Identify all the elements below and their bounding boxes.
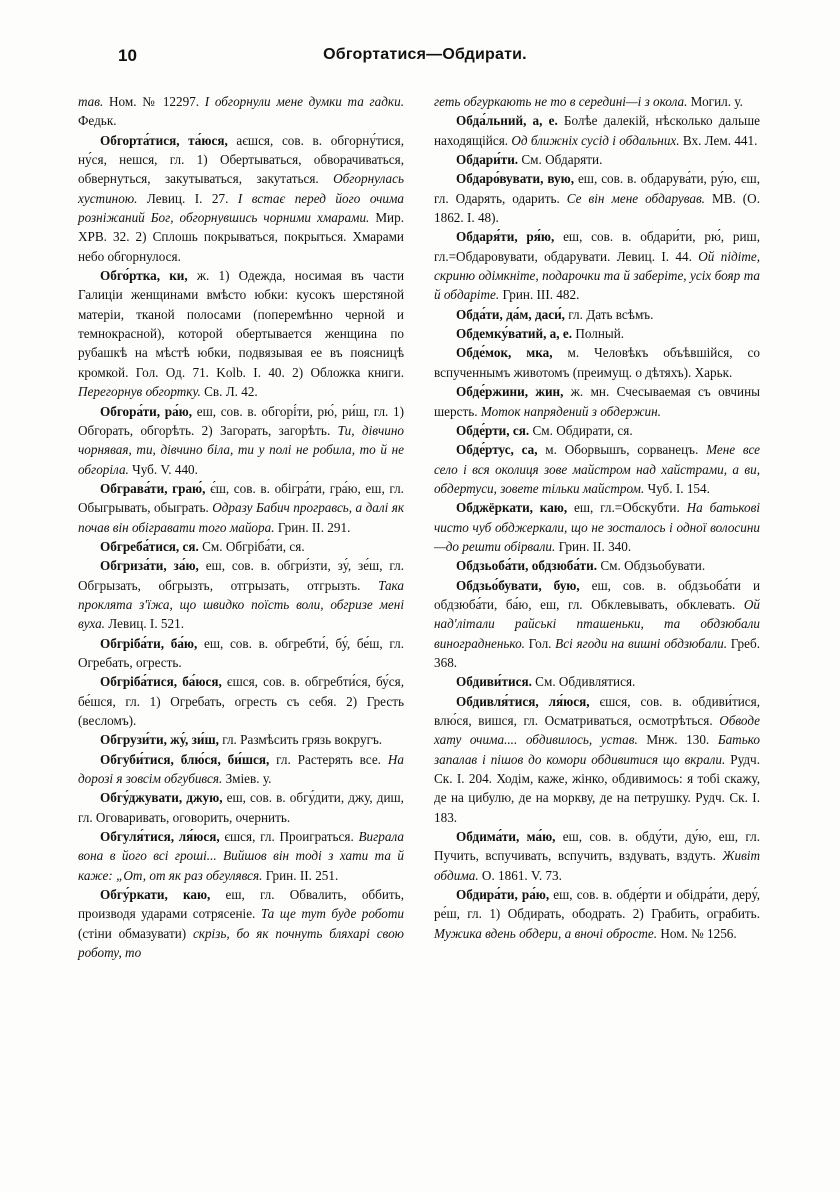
example-quote: Батько запалав і пішов до комори обдивитися що вкрали. bbox=[434, 732, 760, 767]
headword: Обгора́ти, ра́ю, bbox=[100, 403, 193, 419]
headword: Обде́ртус, са, bbox=[456, 442, 538, 458]
definition-text: См. Обгріба́ти, ся. bbox=[198, 538, 305, 554]
page-number: 10 bbox=[118, 46, 137, 65]
headword: Обджёркати, каю, bbox=[456, 500, 568, 516]
headword: Обгуля́тися, ля́юся, bbox=[100, 829, 220, 845]
dictionary-entry bbox=[434, 421, 760, 440]
entry-continuation bbox=[78, 92, 404, 131]
source-citation: Левиц. І. 27. bbox=[137, 190, 238, 206]
definition-text: гл. Растерять все. bbox=[269, 751, 388, 767]
dictionary-entry bbox=[434, 324, 760, 343]
headword: Обдивля́тися, ля́юся, bbox=[456, 693, 590, 709]
dictionary-entry bbox=[434, 672, 760, 691]
example-quote: Обгорнулась хустиною. bbox=[78, 171, 404, 206]
dictionary-entry bbox=[78, 885, 404, 962]
definition-text: м. Человѣкъ объѣвшійся, со вспученнымъ животомъ (преимущ. о дѣтяхъ). Харьк. bbox=[434, 345, 760, 380]
example-quote: Обводе хату очима.... обдивилось, устав. bbox=[434, 713, 760, 748]
headword: Обдиви́тися. bbox=[456, 674, 532, 690]
headword: Обде́ржини, жин, bbox=[456, 384, 564, 400]
headword: Обдима́ти, ма́ю, bbox=[456, 829, 556, 845]
definition-text: єшся, гл. Проиграться. bbox=[219, 829, 359, 845]
headword: Обграва́ти, граю́, bbox=[100, 480, 206, 496]
dictionary-entry bbox=[434, 576, 760, 673]
source-citation: Грин. II. 291. bbox=[274, 519, 351, 535]
left-column bbox=[78, 92, 404, 962]
example-quote: Се він мене обдарував. bbox=[566, 190, 705, 206]
source-citation: Ном. № 1256. bbox=[657, 925, 737, 941]
example-quote: Од ближніх сусід і обдальних. bbox=[511, 132, 680, 148]
source-citation: (стіни обмазувати) bbox=[78, 925, 193, 941]
definition-text: еш, гл.=Обскубти. bbox=[567, 500, 687, 516]
dictionary-entry bbox=[78, 266, 404, 401]
dictionary-entry bbox=[78, 730, 404, 749]
example-quote: Та ще тут буде роботи bbox=[260, 906, 404, 922]
dictionary-entry bbox=[78, 750, 404, 789]
headword: Обдзьо́бувати, бую, bbox=[456, 577, 580, 593]
example-quote: І встає перед його очима розніжаний Бог, обгорнувшись чорними хмарами. bbox=[78, 190, 404, 226]
example-quote: тав. bbox=[78, 94, 104, 109]
dictionary-entry bbox=[434, 305, 760, 324]
definition-text: еш, сов. в. обдари́ти, рю́, риш, гл.=Обдаровувати, обдарувати. Левиц. І. 44. bbox=[434, 229, 760, 264]
definition-text: гл. Размѣсить грязь вокругъ. bbox=[218, 732, 383, 748]
headword: Обгорта́тися, та́юся, bbox=[100, 132, 228, 148]
source-citation: Вх. Лем. 441. bbox=[679, 132, 758, 148]
definition-text: Полный. bbox=[572, 326, 625, 342]
dictionary-entry bbox=[78, 827, 404, 885]
headword: Обде́мок, мка, bbox=[456, 345, 553, 361]
definition-text: ж. 1) Одежда, носимая въ части Галиціи женщинами вмѣсто юбки: кусокъ шерстяной матеріи, тканой полосами (поперемѣнно черной и темнокрасной), которой обертывается женщина по рубашкѣ на мѣстѣ юбки, подвязывая ее въ поясницѣ кромкой. Гол. Од. 71. Kolb. І. 40. 2) Обложка книги. bbox=[78, 268, 405, 380]
dictionary-entry bbox=[78, 672, 404, 730]
source-citation: О. 1861. V. 73. bbox=[478, 867, 562, 883]
headword: Обго́ртка, ки, bbox=[100, 268, 188, 284]
definition-text: См. Обдивлятися. bbox=[531, 674, 636, 690]
headword: Обде́рти, ся. bbox=[456, 422, 530, 438]
definition-text: м. Оборвышъ, сорванецъ. bbox=[537, 442, 707, 458]
dictionary-entry bbox=[78, 402, 404, 479]
example-quote: Така проклята з'їжа, що швидко поїсть воли, обгризе мені вуха. bbox=[78, 577, 404, 632]
example-quote: Моток напрядений з обдержин. bbox=[480, 403, 661, 419]
definition-text: еш, сов. в. обгу́дити, джу, диш, гл. Оговаривать, оговорить, очернить. bbox=[78, 790, 404, 825]
definition-text: гл. Дать всѣмъ. bbox=[564, 306, 654, 322]
headword: Обдаря́ти, ря́ю, bbox=[456, 229, 555, 245]
definition-text: См. Обдирати, ся. bbox=[529, 422, 633, 438]
example-quote: Живіт обдима. bbox=[434, 848, 760, 883]
source-citation: Грин. II. 251. bbox=[262, 867, 339, 883]
source-citation: Рудч. Ск. І. 204. Ходім, каже, жінко, обдивимось: я тобі скажу, де на цибулю, де на моркву, де на петрушку. Рудч. Ск. І. 183. bbox=[434, 751, 760, 825]
example-quote: На дорозі я зовсім обгубився. bbox=[78, 751, 404, 787]
definition-text: еш, сов. в. обду́ти, ду́ю, еш, гл. Пучить, вспучивать, вспучить, вздувать, вздуть. bbox=[434, 829, 760, 864]
definition-text: еш, гл. Обвалить, оббить, производя ударами сотрясеніе. bbox=[78, 887, 404, 922]
dictionary-entry bbox=[78, 131, 404, 266]
source-citation: Мнж. 130. bbox=[637, 732, 718, 748]
definition-text: Болѣе далекій, нѣсколько дальше находящійся. bbox=[434, 113, 760, 148]
example-quote: Всі ягоди на вишні обдзюбали. bbox=[555, 635, 728, 651]
headword: Обдзьоба́ти, обдзюба́ти. bbox=[456, 558, 598, 574]
example-quote: Мужика вдень обдери, а вночі обросте. bbox=[434, 925, 658, 941]
headword: Обдаро́вувати, вую, bbox=[456, 171, 574, 187]
source-citation: Св. Л. 42. bbox=[200, 384, 258, 400]
dictionary-entry bbox=[434, 440, 760, 498]
source-citation: Зміев. у. bbox=[222, 771, 272, 787]
example-quote: Мене все село і вся околиця зове майстром над хайстрами, а ви, обдертуси, зовете тільки майстром. bbox=[434, 442, 760, 496]
headword: Обгріба́ти, ба́ю, bbox=[100, 635, 198, 651]
dictionary-entry bbox=[78, 788, 404, 827]
definition-text: єшся, сов. в. обдиви́тися, влю́ся, вишся, гл. Осматриваться, осмотрѣться. bbox=[434, 693, 761, 728]
source-citation: МВ. (О. 1862. І. 48). bbox=[434, 190, 761, 226]
source-citation: Грин. III. 482. bbox=[499, 287, 580, 303]
definition-text: еш, сов. в. обгребти́, бу́, бе́ш, гл. Огребать, огресть. bbox=[78, 635, 404, 670]
example-quote: скрізь, бо як почнуть бляхарі свою роботу, то bbox=[78, 925, 404, 961]
dictionary-entry bbox=[434, 169, 760, 227]
headword: Обгриза́ти, за́ю, bbox=[100, 558, 199, 574]
example-quote: геть обгуркають не то в середині—і з окола. bbox=[434, 94, 688, 109]
dictionary-entry bbox=[434, 343, 760, 382]
example-quote: І обгорнули мене думки та гадки. bbox=[204, 94, 404, 109]
source-citation: Ном. № 12297. bbox=[103, 94, 205, 109]
headword: Обдира́ти, ра́ю, bbox=[456, 887, 550, 903]
definition-text: є́ш, сов. в. обігра́ти, гра́ю, еш, гл. Обыгрывать, обыграть. bbox=[78, 480, 404, 516]
example-quote: На батькові чисто чуб обджеркали, що не зосталось і одної волосини—до решти обірвали. bbox=[434, 500, 760, 554]
entry-continuation bbox=[434, 92, 760, 111]
dictionary-entry bbox=[78, 556, 404, 633]
source-citation: Мир. ХРВ. 32. 2) Сплошь покрываться, покрыться. Хмарами небо обгорнулося. bbox=[78, 210, 404, 264]
definition-text: єшся, сов. в. обгребти́ся, бу́ся, бе́шся, гл. 1) Огребать, огресть съ себя. 2) Гресть (весломъ). bbox=[78, 674, 404, 728]
dictionary-entry bbox=[434, 827, 760, 885]
source-citation: Чуб. V. 440. bbox=[128, 461, 198, 477]
source-citation: Федьк. bbox=[78, 113, 117, 129]
dictionary-entry bbox=[434, 556, 760, 575]
source-citation: Грин. II. 340. bbox=[555, 538, 632, 554]
dictionary-entry bbox=[434, 498, 760, 556]
headword: Обгу́джувати, джую, bbox=[100, 790, 223, 806]
dictionary-entry bbox=[434, 692, 760, 827]
source-citation: Чуб. І. 154. bbox=[644, 480, 710, 496]
example-quote: Ти, дівчино чорнявая, ти, дівчино біла, ти у полі не робила, то й не обгоріла. bbox=[78, 422, 404, 477]
headword: Обда́ти, да́м, даси́, bbox=[456, 306, 565, 322]
headword: Обгуби́тися, блю́ся, би́шся, bbox=[100, 751, 270, 767]
example-quote: Перегорнув обгортку. bbox=[78, 384, 201, 400]
headword: Обда́льний, а, е. bbox=[456, 113, 558, 129]
definition-text: См. Обдаряти. bbox=[518, 152, 603, 168]
definition-text: еш, сов. в. обдарува́ти, ру́ю, єш, гл. Одарять, одарить. bbox=[434, 171, 760, 206]
definition-text: аєшся, сов. в. обгорну́тися, ну́ся, нешся, гл. 1) Обертываться, обворачиваться, обвернуться, закутываться, закутаться. bbox=[78, 132, 404, 187]
source-citation: Могил. у. bbox=[687, 94, 743, 109]
dictionary-entry bbox=[434, 885, 760, 943]
text-columns bbox=[78, 92, 760, 962]
example-quote: Виграла вона в його всі гроші... Вийшов він тоді з хати та й каже: „От, от як раз обгулявся. bbox=[78, 829, 404, 883]
headword: Обгрузи́ти, жу́, зи́ш, bbox=[100, 732, 219, 748]
headword: Обгріба́тися, ба́юся, bbox=[100, 674, 222, 690]
example-quote: Ой над'літали райські пташеньки, та обдзюбали виноградненько. bbox=[434, 596, 760, 651]
example-quote: Ой підіте, скриню одімкніте, подарочки та й заберіте, усіх бояр та й обдаріте. bbox=[434, 248, 760, 303]
dictionary-entry bbox=[78, 634, 404, 673]
dictionary-entry bbox=[434, 111, 760, 150]
dictionary-entry bbox=[78, 537, 404, 556]
running-head bbox=[80, 46, 770, 74]
right-column bbox=[434, 92, 760, 962]
dictionary-entry bbox=[434, 227, 760, 304]
headword: Обгреба́тися, ся. bbox=[100, 538, 199, 554]
definition-text: еш, сов. в. обдзьоба́ти и обдзюба́ти, ба́ю, еш, гл. Обклевывать, обклевать. bbox=[434, 577, 760, 612]
headword: Обгу́ркати, каю, bbox=[100, 887, 211, 903]
headword: Обдари́ти. bbox=[456, 152, 519, 168]
source-citation: Греб. 368. bbox=[434, 635, 761, 670]
definition-text: ж. мн. Счесываемая съ овчины шерсть. bbox=[434, 384, 760, 419]
definition-text: еш, сов. в. обгорі́ти, рю́, ри́ш, гл. 1) Обгорать, обгорѣть. 2) Загорать, загорѣть. bbox=[78, 403, 404, 438]
source-citation: Левиц. І. 521. bbox=[104, 616, 184, 632]
source-citation: Гол. bbox=[524, 635, 556, 651]
dictionary-entry bbox=[434, 382, 760, 421]
example-quote: Одразу Бабич програвсь, а далі як почав він обігравати того майора. bbox=[78, 500, 404, 535]
dictionary-entry bbox=[434, 150, 760, 169]
page-title: Обгортатися—Обдирати. bbox=[323, 46, 527, 63]
definition-text: еш, сов. в. обгри́зти, зу́, зе́ш, гл. Обгрызать, обгрызть, отгрызать, отгрызть. bbox=[78, 558, 404, 593]
definition-text: См. Обдзьобувати. bbox=[597, 558, 706, 574]
dictionary-entry bbox=[78, 479, 404, 537]
definition-text: еш, сов. в. обде́рти и обідра́ти, деру́, ре́ш, гл. 1) Обдирать, ободрать. 2) Грабить, ограбить. bbox=[434, 887, 760, 922]
headword: Обдемку́ватий, а, е. bbox=[456, 326, 573, 342]
